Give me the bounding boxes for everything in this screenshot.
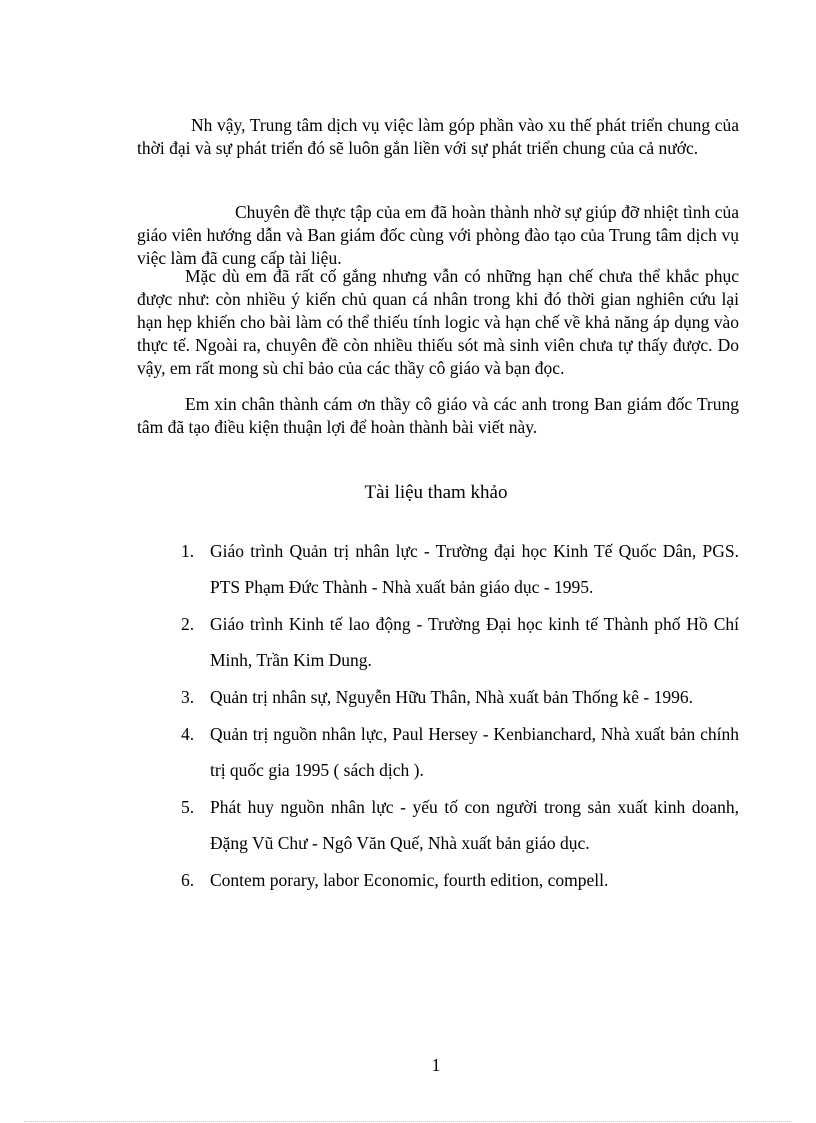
reference-number: 3. bbox=[181, 687, 195, 707]
page-bottom-divider bbox=[24, 1121, 792, 1122]
paragraph-limitations: Mặc dù em đã rất cố gắng nhưng vẫn có những hạn chế chưa thể khắc phục được như: còn nhiều ý kiến chủ quan cá nhân trong khi đó thời gian nghiên cứu lại hạn hẹp khiến cho bài làm có thể thiếu tính logic và hạn chế về khả năng áp dụng vào thực tế. Ngoài ra, chuyên đề còn nhiều thiếu sót mà sinh viên chưa tự thấy được. Do vậy, em rất mong sù chỉ bảo của các thầy cô giáo và bạn đọc. bbox=[137, 266, 739, 378]
reference-item bbox=[181, 862, 739, 898]
references-title: Tài liệu tham khảo bbox=[364, 482, 508, 503]
reference-item bbox=[181, 606, 739, 678]
reference-number: 5. bbox=[181, 797, 195, 817]
reference-number: 6. bbox=[181, 870, 195, 890]
references-list bbox=[181, 533, 739, 899]
reference-number: 2. bbox=[181, 614, 195, 634]
page-number: 1 bbox=[431, 1055, 441, 1075]
reference-item bbox=[181, 789, 739, 861]
reference-text: Giáo trình Kinh tế lao động - Trường Đại học kinh tế Thành phố Hồ Chí Minh, Trần Kim Dung. bbox=[210, 614, 739, 670]
reference-number: 1. bbox=[181, 541, 195, 561]
reference-item bbox=[181, 533, 739, 605]
paragraph-conclusion: Nh vậy, Trung tâm dịch vụ việc làm góp phần vào xu thế phát triển chung của thời đại và sự phát triển đó sẽ luôn gắn liền với sự phát triển chung của cả nước. bbox=[137, 115, 739, 158]
paragraph-thanks: Em xin chân thành cám ơn thầy cô giáo và các anh trong Ban giám đốc Trung tâm đã tạo điều kiện thuận lợi để hoàn thành bài viết này. bbox=[137, 394, 739, 437]
reference-text: Giáo trình Quản trị nhân lực - Trường đại học Kinh Tế Quốc Dân, PGS. PTS Phạm Đức Thành - Nhà xuất bản giáo dục - 1995. bbox=[210, 541, 739, 597]
reference-text: Contem porary, labor Economic, fourth edition, compell. bbox=[210, 870, 609, 890]
reference-number: 4. bbox=[181, 724, 195, 744]
reference-text: Quản trị nhân sự, Nguyễn Hữu Thân, Nhà xuất bản Thống kê - 1996. bbox=[210, 687, 693, 707]
reference-item bbox=[181, 716, 739, 788]
reference-text: Phát huy nguồn nhân lực - yếu tố con người trong sản xuất kinh doanh, Đặng Vũ Chư - Ngô Văn Quế, Nhà xuất bản giáo dục. bbox=[210, 797, 739, 853]
reference-text: Quản trị nguồn nhân lực, Paul Hersey - Kenbianchard, Nhà xuất bản chính trị quốc gia 1995 ( sách dịch ). bbox=[210, 724, 739, 780]
reference-item bbox=[181, 679, 739, 715]
paragraph-acknowledgement: Chuyên đề thực tập của em đã hoàn thành nhờ sự giúp đỡ nhiệt tình của giáo viên hướng dẫn và Ban giám đốc cùng với phòng đào tạo của Trung tâm dịch vụ việc làm đã cung cấp tài liệu. bbox=[137, 202, 739, 268]
